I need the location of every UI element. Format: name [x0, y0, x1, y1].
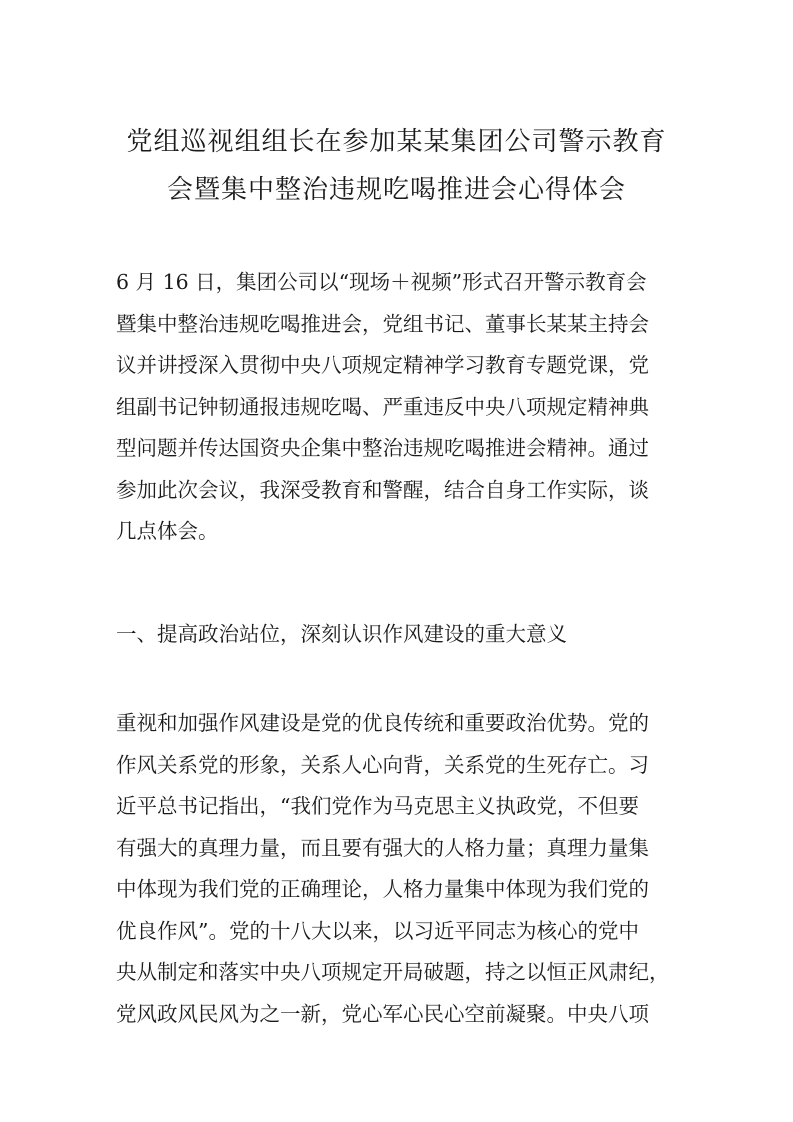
text-line: 党风政风民风为之一新，党心军心民心空前凝聚。中央八项: [116, 1001, 649, 1026]
paragraph-intro: [116, 262, 682, 553]
text-line: 6 月 16 日，集团公司以“现场＋视频”形式召开警示教育会: [116, 270, 647, 294]
text-line: 暨集中整治违规吃喝推进会，党组书记、董事长某某主持会: [116, 311, 649, 336]
text-line: 型问题并传达国资央企集中整治违规吃喝推进会精神。通过: [116, 436, 649, 460]
text-line: 中体现为我们党的正确理论，人格力量集中体现为我们党的: [116, 877, 649, 901]
section-heading-1: [116, 614, 682, 656]
text-line: 央从制定和落实中央八项规定开局破题，持之以恒正风肃纪，: [116, 960, 670, 984]
text-line: 议并讲授深入贯彻中央八项规定精神学习教育专题党课，党: [116, 353, 649, 377]
text-line: 作风关系党的形象，关系人心向背，关系党的生死存亡。习: [116, 752, 649, 777]
text-line: 优良作风”。党的十八大以来，以习近平同志为核心的党中: [116, 918, 639, 943]
document-title: [60, 118, 733, 214]
text-line: 参加此次会议，我深受教育和警醒，结合自身工作实际，谈: [116, 477, 649, 502]
paragraph-section-1: [116, 703, 682, 1035]
text-line: 组副书记钟韧通报违规吃喝、严重违反中央八项规定精神典: [116, 394, 649, 419]
text-line: 重视和加强作风建设是党的优良传统和重要政治优势。党的: [116, 711, 649, 735]
text-line: 近平总书记指出，“我们党作为马克思主义执政党，不但要: [116, 794, 639, 818]
title-line-1: 党组巡视组组长在参加某某集团公司警示教育: [126, 127, 667, 157]
text-line: 几点体会。: [116, 519, 219, 543]
heading-text: 一、提高政治站位，深刻认识作风建设的重大意义: [116, 622, 567, 646]
title-line-2: 会暨集中整治违规吃喝推进会心得体会: [166, 175, 626, 205]
text-line: 有强大的真理力量，而且要有强大的人格力量；真理力量集: [116, 835, 649, 860]
